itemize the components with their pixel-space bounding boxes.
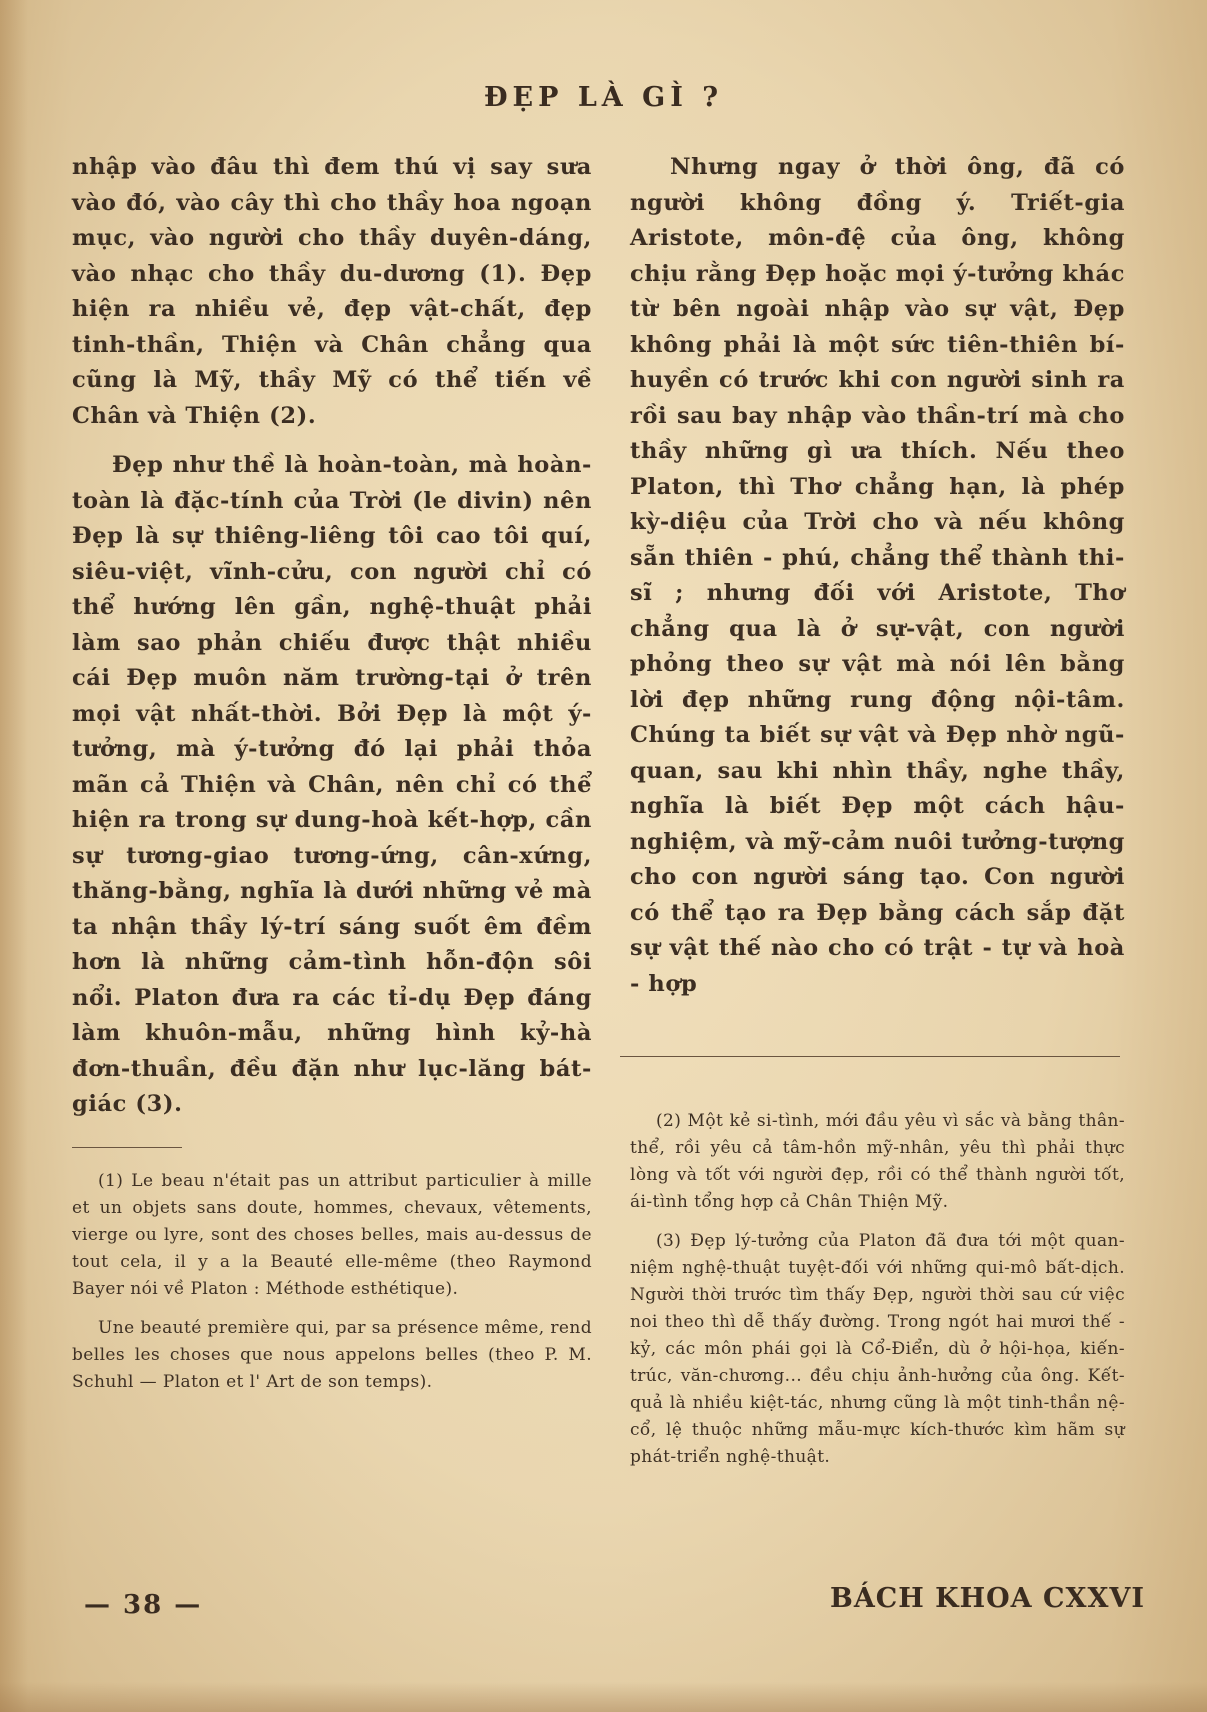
footnote-1: (1) Le beau n'était pas un attribut particulier à mille et un objets sans doute, hommes, chevaux, vêtements, vierge ou lyre, sont des choses belles, mais au-dessus de tout cela, il y a la Beauté elle-même (theo Raymond Bayer nói về Platon : Méthode esthétique). <box>72 1170 592 1299</box>
footnote-2: (2) Một kẻ si-tình, mới đầu yêu vì sắc và bằng thân-thể, rồi yêu cả tâm-hồn mỹ-nhân, yêu thì phải thực lòng và tốt với người đẹp, rồi có thể thành người tốt, ái-tình tổng hợp cả Chân Thiện Mỹ. <box>630 1111 1125 1212</box>
scan-shadow-bottom <box>0 1682 1207 1712</box>
footnote-3: (3) Đẹp lý-tưởng của Platon đã đưa tới một quan-niệm nghệ-thuật tuyệt-đối với những qui-mô bất-dịch. Người thời trước tìm thấy Đẹp, người thời sau cứ việc noi theo thì dễ thấy đường. Trong ngót hai mươi thế - kỷ, các môn phái gọi là Cổ-Điển, dù ở hội-họa, kiến-trúc, văn-chương... đều chịu ảnh-hưởng của ông. Kết-quả là nhiều kiệt-tác, nhưng cũng là một tinh-thần nệ-cổ, lệ thuộc những mẫu-mực kích-thước kìm hãm sự phát-triển nghệ-thuật. <box>630 1231 1125 1467</box>
left-column <box>72 150 592 1396</box>
page-number: — 38 — <box>84 1590 203 1620</box>
publication-name: BÁCH KHOA CXXVI <box>830 1583 1145 1614</box>
right-column <box>630 150 1125 1002</box>
right-footnotes <box>630 1108 1125 1471</box>
footnote-1-continued: Une beauté première qui, par sa présence même, rend belles les choses que nous appelons belles (theo P. M. Schuhl — Platon et l' Art de son temps). <box>72 1317 592 1392</box>
body-paragraph-1: nhập vào đâu thì đem thú vị say sưa vào đó, vào cây thì cho thầy hoa ngoạn mục, vào người cho thầy duyên-dáng, vào nhạc cho thầy du-dương (1). Đẹp hiện ra nhiều vẻ, đẹp vật-chất, đẹp tinh-thần, Thiện và Chân chẳng qua cũng là Mỹ, thầy Mỹ có thể tiến về Chân và Thiện (2). <box>72 154 592 429</box>
body-paragraph-2: Đẹp như thề là hoàn-toàn, mà hoàn-toàn là đặc-tính của Trời (le divin) nên Đẹp là sự thiêng-liêng tôi cao tôi quí, siêu-việt, vĩnh-cửu, con người chỉ có thể hướng lên gần, nghệ-thuật phải làm sao phản chiếu được thật nhiều cái Đẹp muôn năm trường-tại ở trên mọi vật nhất-thời. Bởi Đẹp là một ý-tưởng, mà ý-tưởng đó lại phải thỏa mãn cả Thiện và Chân, nên chỉ có thể hiện ra trong sự dung-hoà kết-hợp, cần sự tương-giao tương-ứng, cân-xứng, thăng-bằng, nghĩa là dưới những vẻ mà ta nhận thầy lý-trí sáng suốt êm đềm hơn là những cảm-tình hỗn-độn sôi nổi. Platon đưa ra các tỉ-dụ Đẹp đáng làm khuôn-mẫu, những hình kỷ-hà đơn-thuần, đều đặn như lục-lăng bát-giác (3). <box>72 452 592 1117</box>
body-paragraph-3: Nhưng ngay ở thời ông, đã có người không đồng ý. Triết-gia Aristote, môn-đệ của ông, không chịu rằng Đẹp hoặc mọi ý-tưởng khác từ bên ngoài nhập vào sự vật, Đẹp không phải là một sức tiên-thiên bí-huyền có trước khi con người sinh ra rồi sau bay nhập vào thần-trí mà cho thầy những gì ưa thích. Nếu theo Platon, thì Thơ chẳng hạn, là phép kỳ-diệu của Trời cho và nếu không sẵn thiên - phú, chẳng thể thành thi-sĩ ; nhưng đối với Aristote, Thơ chẳng qua là ở sự-vật, con người phỏng theo sự vật mà nói lên bằng lời đẹp những rung động nội-tâm. Chúng ta biết sự vật và Đẹp nhờ ngũ-quan, sau khi nhìn thầy, nghe thầy, nghĩa là biết Đẹp một cách hậu-nghiệm, và mỹ-cảm nuôi tưởng-tượng cho con người sáng tạo. Con người có thể tạo ra Đẹp bằng cách sắp đặt sự vật thế nào cho có trật - tự và hoà - hợp <box>630 154 1125 997</box>
running-header-title: ĐẸP LÀ GÌ ? <box>483 82 724 113</box>
scan-shadow-left <box>0 0 28 1712</box>
footnote-divider-left <box>72 1147 182 1148</box>
footnote-divider-right <box>620 1056 1120 1057</box>
